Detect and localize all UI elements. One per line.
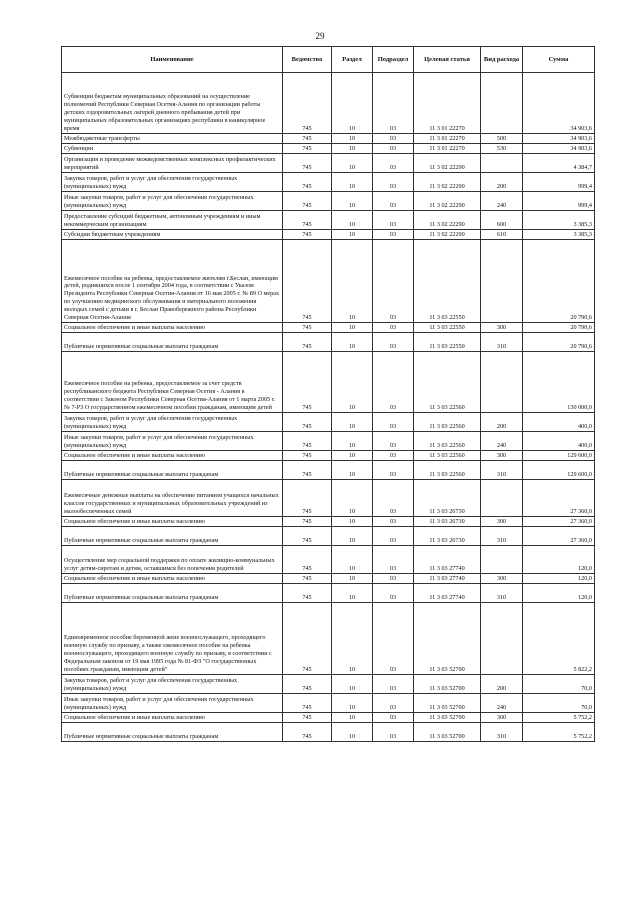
cell-section: 10 (332, 73, 373, 134)
cell-target-article: 11 3 03 22550 (414, 333, 481, 352)
cell-amount: 34 903,6 (523, 73, 595, 134)
cell-target-article: 11 3 03 22560 (414, 352, 481, 413)
cell-expense-type: 300 (481, 517, 523, 527)
cell-expense-type: 300 (481, 713, 523, 723)
header-expense-type: Вид расхода (481, 47, 523, 73)
cell-target-article: 11 3 01 22270 (414, 73, 481, 134)
cell-name: Публичные нормативные социальные выплаты гражданам (62, 333, 283, 352)
header-amount: Сумма (523, 47, 595, 73)
cell-amount: 130 000,0 (523, 352, 595, 413)
cell-department: 745 (283, 333, 332, 352)
cell-section: 10 (332, 723, 373, 742)
table-row (62, 480, 595, 517)
cell-expense-type: 310 (481, 584, 523, 603)
cell-amount: 5 822,2 (523, 603, 595, 675)
cell-amount: 34 903,6 (523, 144, 595, 154)
table-row (62, 352, 595, 413)
table-row (62, 527, 595, 546)
table-row (62, 144, 595, 154)
cell-subsection: 03 (373, 352, 414, 413)
cell-target-article: 11 3 03 22550 (414, 323, 481, 333)
cell-subsection: 03 (373, 675, 414, 694)
cell-target-article: 11 3 03 22560 (414, 413, 481, 432)
cell-amount: 400,0 (523, 413, 595, 432)
budget-table (61, 46, 595, 742)
cell-department: 745 (283, 352, 332, 413)
cell-subsection: 03 (373, 323, 414, 333)
cell-section: 10 (332, 134, 373, 144)
cell-department: 745 (283, 584, 332, 603)
cell-amount: 999,4 (523, 173, 595, 192)
cell-name: Субвенции (62, 144, 283, 154)
cell-target-article: 11 3 03 22560 (414, 461, 481, 480)
cell-target-article: 11 3 02 22290 (414, 192, 481, 211)
cell-name: Осуществление мер социальной поддержки по оплате жилищно-коммунальных услуг детям-сиротам и детям, оставшимся без попечения родителей (62, 546, 283, 574)
table-row (62, 584, 595, 603)
cell-expense-type (481, 154, 523, 173)
cell-section: 10 (332, 432, 373, 451)
cell-expense-type (481, 352, 523, 413)
cell-department: 745 (283, 694, 332, 713)
table-row (62, 154, 595, 173)
cell-target-article: 11 3 03 27740 (414, 546, 481, 574)
header-section: Раздел (332, 47, 373, 73)
cell-subsection: 03 (373, 173, 414, 192)
cell-name: Закупка товаров, работ и услуг для обеспечения государственных (муниципальных) нужд (62, 413, 283, 432)
cell-name: Закупка товаров, работ и услуг для обеспечения государственных (муниципальных) нужд (62, 675, 283, 694)
header-target-article: Целевая статья (414, 47, 481, 73)
cell-subsection: 03 (373, 723, 414, 742)
cell-name: Ежемесячное пособие на ребенка, предоставляемое жителям г.Беслан, имеющим детей, родившихся после 1 сентября 2004 года, в соответствии с Указом Президента Республики Северная Осетия-Алания от 16 мая 2005 г. № 89 О мерах по улучшению медицинского обслуживания и материального положения молодых семей с детьми в г. Беслан Правобережного района Республики Северная Осетия-Алания (62, 240, 283, 323)
table-row (62, 134, 595, 144)
cell-section: 10 (332, 333, 373, 352)
cell-name: Публичные нормативные социальные выплаты гражданам (62, 723, 283, 742)
cell-target-article: 11 3 03 52700 (414, 723, 481, 742)
cell-amount: 70,0 (523, 675, 595, 694)
cell-expense-type (481, 240, 523, 323)
cell-name: Субсидии бюджетным учреждениям (62, 230, 283, 240)
table-row (62, 73, 595, 134)
cell-department: 745 (283, 144, 332, 154)
cell-department: 745 (283, 451, 332, 461)
cell-section: 10 (332, 603, 373, 675)
cell-subsection: 03 (373, 461, 414, 480)
cell-name: Организация и проведение межведомственных комплексных профилактических мероприятий (62, 154, 283, 173)
cell-subsection: 03 (373, 413, 414, 432)
cell-amount: 27 360,0 (523, 517, 595, 527)
cell-amount: 3 385,3 (523, 211, 595, 230)
cell-expense-type: 530 (481, 144, 523, 154)
cell-amount: 4 384,7 (523, 154, 595, 173)
cell-target-article: 11 3 03 26730 (414, 517, 481, 527)
cell-name: Социальное обеспечение и иные выплаты населению (62, 323, 283, 333)
cell-section: 10 (332, 154, 373, 173)
cell-name: Социальное обеспечение и иные выплаты населению (62, 713, 283, 723)
cell-amount: 70,0 (523, 694, 595, 713)
cell-department: 745 (283, 413, 332, 432)
cell-amount: 999,4 (523, 192, 595, 211)
cell-subsection: 03 (373, 694, 414, 713)
cell-target-article: 11 3 01 22270 (414, 134, 481, 144)
cell-subsection: 03 (373, 211, 414, 230)
cell-amount: 20 790,6 (523, 240, 595, 323)
cell-subsection: 03 (373, 451, 414, 461)
cell-expense-type (481, 603, 523, 675)
cell-expense-type: 310 (481, 723, 523, 742)
cell-subsection: 03 (373, 574, 414, 584)
cell-target-article: 11 3 03 52700 (414, 603, 481, 675)
cell-expense-type: 310 (481, 461, 523, 480)
header-name: Наименование (62, 47, 283, 73)
cell-section: 10 (332, 323, 373, 333)
cell-expense-type: 240 (481, 694, 523, 713)
cell-expense-type (481, 546, 523, 574)
table-row (62, 413, 595, 432)
cell-section: 10 (332, 230, 373, 240)
table-row (62, 240, 595, 323)
table-row (62, 432, 595, 451)
cell-section: 10 (332, 675, 373, 694)
table-body (62, 73, 595, 742)
cell-name: Социальное обеспечение и иные выплаты населению (62, 517, 283, 527)
cell-subsection: 03 (373, 517, 414, 527)
cell-name: Предоставление субсидий бюджетным, автономным учреждениям и иным некоммерческим организациям (62, 211, 283, 230)
cell-target-article: 11 3 03 52700 (414, 713, 481, 723)
cell-target-article: 11 3 03 27740 (414, 574, 481, 584)
cell-name: Единовременное пособие беременной жене военнослужащего, проходящего военную службу по призыву, а также ежемесячное пособие на ребенка военнослужащего, проходящего военную службу по призыву, в соответствии с Федеральным законом от 19 мая 1995 года № 81-ФЗ "О государственных пособиях гражданам, имеющим детей" (62, 603, 283, 675)
cell-name: Межбюджетные трансферты (62, 134, 283, 144)
cell-target-article: 11 3 03 26730 (414, 480, 481, 517)
table-row (62, 230, 595, 240)
cell-amount: 5 752,2 (523, 723, 595, 742)
table-row (62, 574, 595, 584)
table-row (62, 211, 595, 230)
header-department: Ведомство (283, 47, 332, 73)
table-row (62, 546, 595, 574)
cell-name: Иные закупки товаров, работ и услуг для обеспечения государственных (муниципальных) нужд (62, 694, 283, 713)
table-row (62, 173, 595, 192)
cell-subsection: 03 (373, 480, 414, 517)
cell-expense-type: 240 (481, 432, 523, 451)
cell-subsection: 03 (373, 240, 414, 323)
cell-subsection: 03 (373, 432, 414, 451)
cell-department: 745 (283, 480, 332, 517)
cell-section: 10 (332, 480, 373, 517)
table-row (62, 333, 595, 352)
cell-section: 10 (332, 352, 373, 413)
cell-target-article: 11 3 02 22290 (414, 230, 481, 240)
cell-name: Иные закупки товаров, работ и услуг для обеспечения государственных (муниципальных) нужд (62, 192, 283, 211)
cell-expense-type: 200 (481, 413, 523, 432)
cell-section: 10 (332, 144, 373, 154)
cell-expense-type: 200 (481, 675, 523, 694)
cell-name: Социальное обеспечение и иные выплаты населению (62, 451, 283, 461)
cell-expense-type: 200 (481, 173, 523, 192)
cell-department: 745 (283, 527, 332, 546)
cell-section: 10 (332, 517, 373, 527)
cell-amount: 5 752,2 (523, 713, 595, 723)
cell-subsection: 03 (373, 333, 414, 352)
cell-department: 745 (283, 230, 332, 240)
cell-name: Субвенции бюджетам муниципальных образований на осуществление полномочий Республики Северная Осетия-Алания по организации работы детских оздоровительных лагерей дневного пребывания детей при муниципальных образовательных организациях республики в каникулярное время (62, 73, 283, 134)
table-row (62, 603, 595, 675)
cell-target-article: 11 3 03 22550 (414, 240, 481, 323)
cell-expense-type (481, 480, 523, 517)
cell-section: 10 (332, 461, 373, 480)
cell-department: 745 (283, 323, 332, 333)
cell-amount: 20 790,6 (523, 333, 595, 352)
cell-department: 745 (283, 713, 332, 723)
table-row (62, 723, 595, 742)
cell-amount: 129 600,0 (523, 451, 595, 461)
cell-subsection: 03 (373, 144, 414, 154)
cell-amount: 34 903,6 (523, 134, 595, 144)
cell-name: Закупка товаров, работ и услуг для обеспечения государственных (муниципальных) нужд (62, 173, 283, 192)
cell-name: Социальное обеспечение и иные выплаты населению (62, 574, 283, 584)
cell-section: 10 (332, 584, 373, 603)
cell-department: 745 (283, 461, 332, 480)
cell-expense-type: 610 (481, 230, 523, 240)
cell-name: Иные закупки товаров, работ и услуг для обеспечения государственных (муниципальных) нужд (62, 432, 283, 451)
header-subsection: Подраздел (373, 47, 414, 73)
cell-department: 745 (283, 211, 332, 230)
cell-target-article: 11 3 03 27740 (414, 584, 481, 603)
cell-target-article: 11 3 03 22560 (414, 432, 481, 451)
cell-name: Публичные нормативные социальные выплаты гражданам (62, 527, 283, 546)
cell-department: 745 (283, 723, 332, 742)
table-row (62, 675, 595, 694)
cell-subsection: 03 (373, 527, 414, 546)
cell-subsection: 03 (373, 584, 414, 603)
cell-department: 745 (283, 546, 332, 574)
cell-expense-type: 240 (481, 192, 523, 211)
cell-department: 745 (283, 192, 332, 211)
cell-department: 745 (283, 173, 332, 192)
table-header-row (62, 47, 595, 73)
cell-amount: 120,0 (523, 546, 595, 574)
cell-amount: 120,0 (523, 574, 595, 584)
cell-amount: 27 360,0 (523, 527, 595, 546)
page-number: 29 (315, 31, 325, 41)
cell-section: 10 (332, 694, 373, 713)
cell-target-article: 11 3 03 52700 (414, 694, 481, 713)
cell-expense-type: 300 (481, 574, 523, 584)
cell-subsection: 03 (373, 603, 414, 675)
cell-target-article: 11 3 02 22290 (414, 154, 481, 173)
cell-section: 10 (332, 173, 373, 192)
cell-section: 10 (332, 413, 373, 432)
cell-section: 10 (332, 574, 373, 584)
cell-department: 745 (283, 517, 332, 527)
cell-department: 745 (283, 574, 332, 584)
table-row (62, 713, 595, 723)
cell-amount: 20 790,6 (523, 323, 595, 333)
cell-section: 10 (332, 240, 373, 323)
cell-department: 745 (283, 240, 332, 323)
cell-subsection: 03 (373, 713, 414, 723)
cell-department: 745 (283, 675, 332, 694)
cell-subsection: 03 (373, 546, 414, 574)
cell-subsection: 03 (373, 154, 414, 173)
cell-expense-type: 300 (481, 323, 523, 333)
cell-name: Публичные нормативные социальные выплаты гражданам (62, 461, 283, 480)
cell-target-article: 11 3 03 52700 (414, 675, 481, 694)
cell-department: 745 (283, 134, 332, 144)
cell-section: 10 (332, 211, 373, 230)
cell-name: Ежемесячные денежные выплаты на обеспечение питанием учащихся начальных классов государственных и муниципальных образовательных учреждений из малообеспеченных семей (62, 480, 283, 517)
cell-department: 745 (283, 73, 332, 134)
cell-name: Ежемесячное пособие на ребенка, предоставляемое за счет средств республиканского бюджета Республики Северная Осетия - Алания в соответствии с Законом Республики Северная Осетия-Алания от 1 марта 2005 г. № 7-РЗ О государственном ежемесячном пособии гражданам, имеющим детей (62, 352, 283, 413)
cell-expense-type: 600 (481, 211, 523, 230)
cell-amount: 3 385,3 (523, 230, 595, 240)
cell-target-article: 11 3 01 22270 (414, 144, 481, 154)
cell-subsection: 03 (373, 230, 414, 240)
cell-department: 745 (283, 432, 332, 451)
cell-subsection: 03 (373, 192, 414, 211)
table-row (62, 461, 595, 480)
cell-amount: 27 360,0 (523, 480, 595, 517)
cell-amount: 120,0 (523, 584, 595, 603)
cell-section: 10 (332, 713, 373, 723)
cell-target-article: 11 3 02 22290 (414, 173, 481, 192)
cell-subsection: 03 (373, 134, 414, 144)
cell-target-article: 11 3 02 22290 (414, 211, 481, 230)
cell-target-article: 11 3 03 22560 (414, 451, 481, 461)
cell-section: 10 (332, 527, 373, 546)
cell-target-article: 11 3 03 26730 (414, 527, 481, 546)
table-row (62, 517, 595, 527)
cell-section: 10 (332, 192, 373, 211)
cell-amount: 129 600,0 (523, 461, 595, 480)
cell-department: 745 (283, 603, 332, 675)
cell-section: 10 (332, 451, 373, 461)
cell-expense-type: 300 (481, 451, 523, 461)
cell-subsection: 03 (373, 73, 414, 134)
cell-expense-type: 310 (481, 333, 523, 352)
cell-expense-type (481, 73, 523, 134)
table-row (62, 694, 595, 713)
cell-expense-type: 310 (481, 527, 523, 546)
table-row (62, 451, 595, 461)
cell-name: Публичные нормативные социальные выплаты гражданам (62, 584, 283, 603)
table-row (62, 323, 595, 333)
cell-department: 745 (283, 154, 332, 173)
table-row (62, 192, 595, 211)
cell-expense-type: 500 (481, 134, 523, 144)
cell-amount: 400,0 (523, 432, 595, 451)
cell-section: 10 (332, 546, 373, 574)
